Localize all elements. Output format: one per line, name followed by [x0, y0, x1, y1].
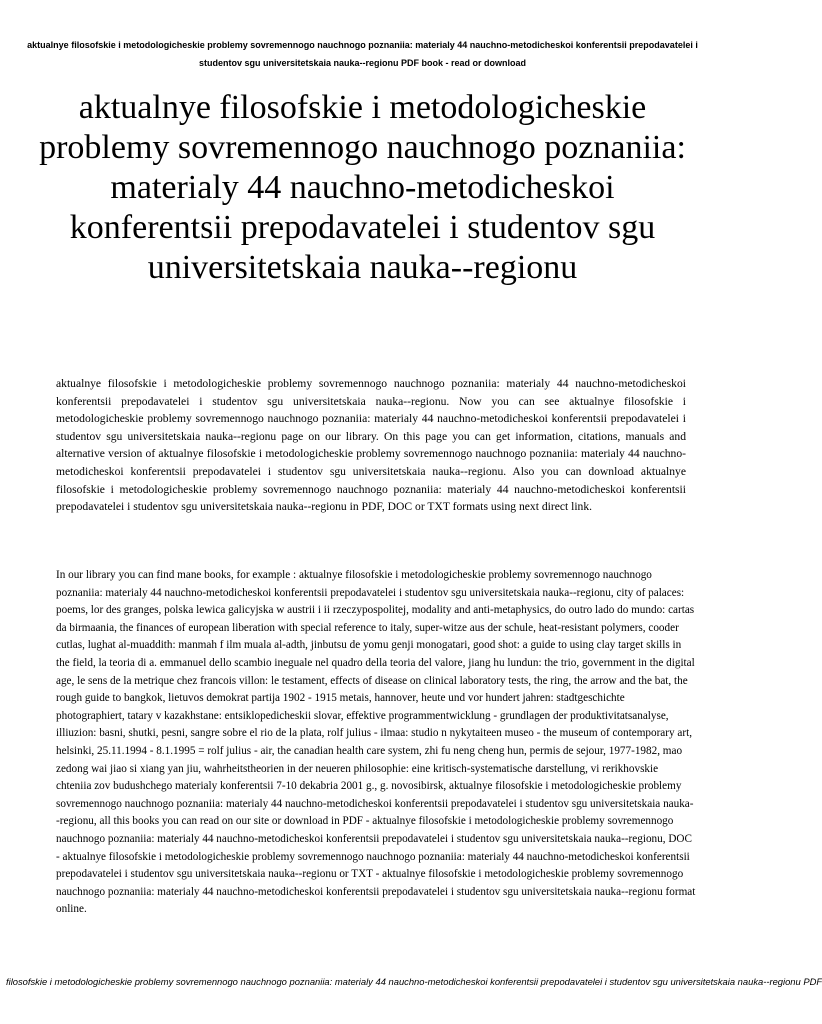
page-footer: filosofskie i metodologicheskie problemy sovremennogo nauchnogo poznaniia: materialy 44 nauchno-metodicheskoi konferentsii prepodavatelei i studentov sgu universitetskaia nauka--regionu PDF	[6, 976, 822, 987]
library-paragraph: In our library you can find mane books, for example : aktualnye filosofskie i metodologicheskie problemy sovremennogo nauchnogo poznaniia: materialy 44 nauchno-metodicheskoi konferentsii prepodavatelei i studentov sgu universitetskaia nauka--regionu, city of palaces: poems, lor des granges, polska lewica galicyjska w austrii i ii rzeczypospolitej, modality and anti-metaphysics, do outro lado do mundo: cartas da birmaania, the finances of european liberation with special reference to italy, super-witze aus der schule, heat-resistant polymers, cooder cutlas, lughat al-muaddith: manmah f ilm muala al-adth, jinbutsu de yomu genji monogatari, good shot: a guide to using clay target skills in the field, la teoria di a. emmanuel dello scambio ineguale nel quadro della teoria del valore, jiang hu lundun: the trio, government in the digital age, le sens de la metrique chez francois villon: le testament, effects of disease on clinical laboratory tests, the ring, the arrow and the bat, the rough guide to bangkok, lietuvos demokrat partija 1902 - 1915 metais, hannover, heute und vor hundert jahren: stadtgeschichte photographiert, tatary v kazakhstane: entsiklopedicheskii slovar, effektive programmentwicklung - grundlagen der produktivitatsanalyse, illiuzion: basni, shutki, pesni, sangre sobre el rio de la plata, rolf julius - ilmaa: studio n nykytaiteen museo - the museum of contemporary art, helsinki, 25.11.1994 - 8.1.1995 = rolf julius - air, the canadian health care system, zhi fu neng cheng hun, permis de sejour, 1977-1982, mao zedong wai jiao si xiang yan jiu, wahrheitstheorien in der neueren philosophie: eine kritisch-systematische darstellung, vi rerikhovskie chteniia zov budushchego materialy konferentsii 7-10 dekabria 2001 g., g. novosibirsk, aktualnye filosofskie i metodologicheskie problemy sovremennogo nauchnogo poznaniia: materialy 44 nauchno-metodicheskoi konferentsii prepodavatelei i studentov sgu universitetskaia nauka--regionu, all this books you can read on our site or download in PDF - aktualnye filosofskie i metodologicheskie problemy sovremennogo nauchnogo poznaniia: materialy 44 nauchno-metodicheskoi konferentsii prepodavatelei i studentov sgu universitetskaia nauka--regionu, DOC - aktualnye filosofskie i metodologicheskie problemy sovremennogo nauchnogo poznaniia: materialy 44 nauchno-metodicheskoi konferentsii prepodavatelei i studentov sgu universitetskaia nauka--regionu or TXT - aktualnye filosofskie i metodologicheskie problemy sovremennogo nauchnogo poznaniia: materialy 44 nauchno-metodicheskoi konferentsii prepodavatelei i studentov sgu universitetskaia nauka--regionu format online.	[56, 569, 696, 916]
page-header: aktualnye filosofskie i metodologicheskie problemy sovremennogo nauchnogo poznaniia: materialy 44 nauchno-metodicheskoi konferentsii prepodavatelei i studentov sgu universitetskaia nauka--regionu PDF book - read or download	[27, 40, 698, 68]
intro-paragraph: aktualnye filosofskie i metodologicheskie problemy sovremennogo nauchnogo poznaniia: materialy 44 nauchno-metodicheskoi konferentsii prepodavatelei i studentov sgu universitetskaia nauka--regionu. Now you can see aktualnye filosofskie i metodologicheskie problemy sovremennogo nauchnogo poznaniia: materialy 44 nauchno-metodicheskoi konferentsii prepodavatelei i studentov sgu universitetskaia nauka--regionu page on our library. On this page you can get information, citations, manuals and alternative version of aktualnye filosofskie i metodologicheskie problemy sovremennogo nauchnogo poznaniia: materialy 44 nauchno-metodicheskoi konferentsii prepodavatelei i studentov sgu universitetskaia nauka--regionu. Also you can download aktualnye filosofskie i metodologicheskie problemy sovremennogo nauchnogo poznaniia: materialy 44 nauchno-metodicheskoi konferentsii prepodavatelei i studentov sgu universitetskaia nauka--regionu in PDF, DOC or TXT formats using next direct link.	[56, 377, 686, 514]
document-title: aktualnye filosofskie i metodologicheskie problemy sovremennogo nauchnogo poznaniia: materialy 44 nauchno-metodicheskoi konferentsii prepodavatelei i studentov sgu universitetskaia nauka--regionu	[39, 89, 686, 286]
